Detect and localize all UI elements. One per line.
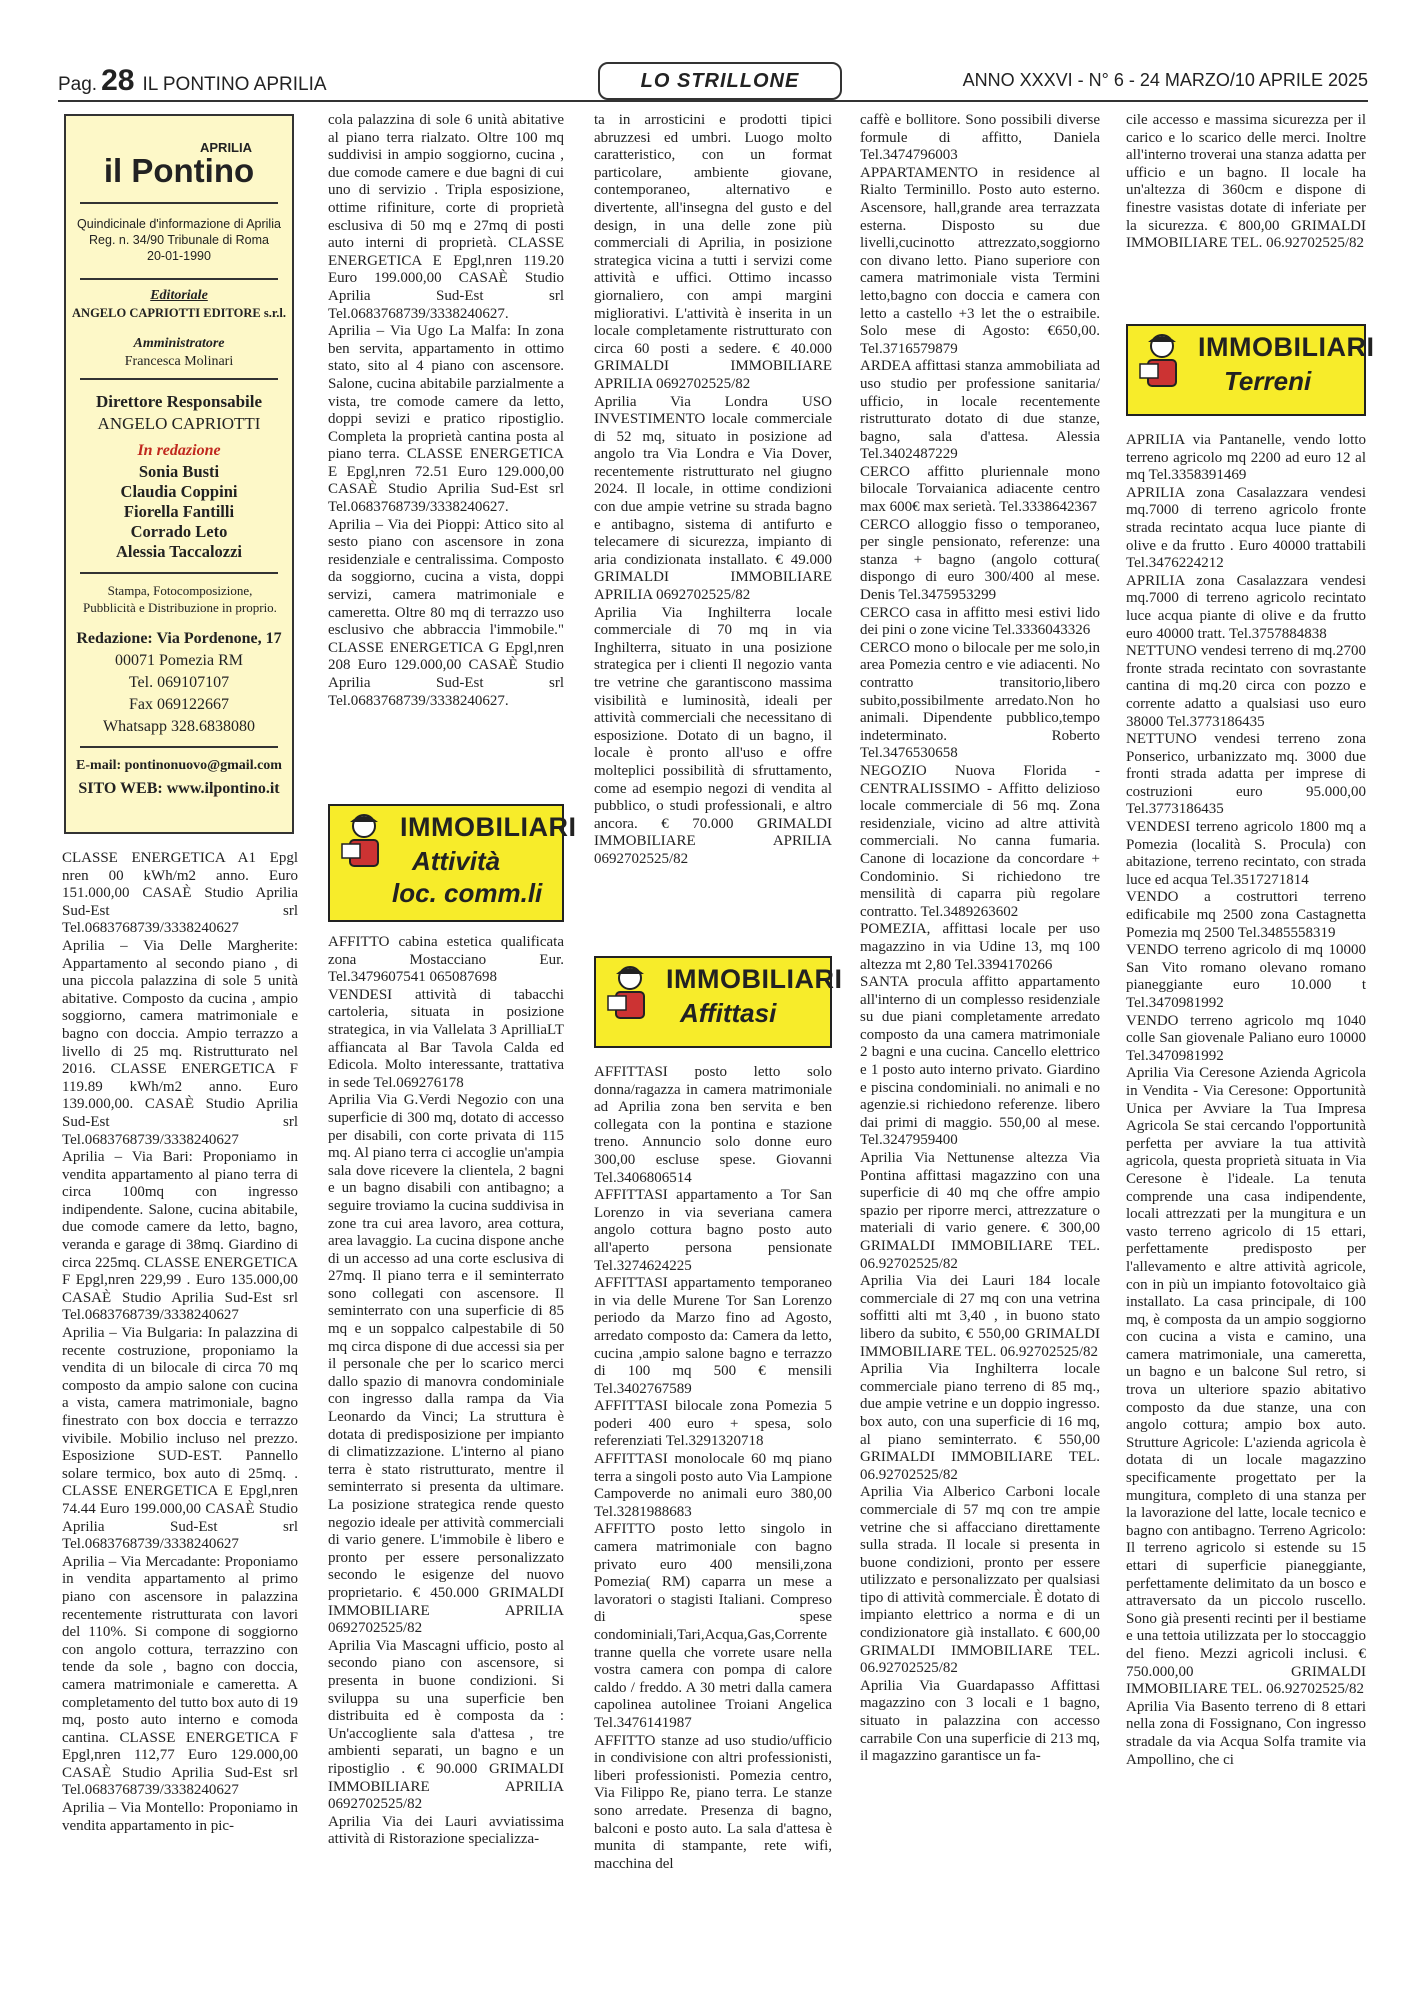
- listing: Aprilia – Via Delle Margherite: Appartamento al secondo piano , di una piccola palazzina di sole 5 unità abitative. Composto da cucina , ampio soggiorno, camera matrimoniale e bagno con doccia. Ampio terrazzo a livello di 25 mq. Ristrutturato nel 2016. CLASSE ENERGETICA F 119.89 kWh/m2 anno. Euro 139.000,00. CASAÈ Studio Aprilia Sud-Est srl Tel.0683768739/3338240627: [62, 937, 298, 1148]
- badge-affittasi: [594, 956, 843, 1048]
- email-link[interactable]: E-mail: pontinonuovo@gmail.com: [76, 758, 282, 773]
- listing: CERCO casa in affitto mesi estivi lido dei pini o zone vicine Tel.3336043326: [860, 604, 1100, 639]
- column-5-top: [1126, 112, 1366, 324]
- whatsapp-number: Whatsapp 328.6838080: [103, 718, 255, 735]
- listing: ARDEA affittasi stanza ammobiliata ad uso studio per professione sanitaria/ ufficio, in locale recentemente ristrutturato dotato di due stanze, bagno, sala d'attesa. Alessia Tel.3402487229: [860, 358, 1100, 463]
- listing: AFFITTO stanze ad uso studio/ufficio in condivisione con altri professionisti, liberi professionisti. Pomezia centro, Via Filippo Re, piano terra. Le stanze sono arredate. Presenza di bagno, balconi e posto auto. La sala d'attesa è munita di stampante, rete wifi, macchina del: [594, 1732, 832, 1872]
- listing: NETTUNO vendesi terreno di mq.2700 fronte strada recintato con sovrastante cantina di mq.20 circa con pozzo e corrente adatto a qualsiasi uso euro 38000 Tel.3773186435: [1126, 643, 1366, 730]
- listing: AFFITTASI posto letto solo donna/ragazza in camera matrimoniale ad Aprilia zona ben servita e ben collegata con la pontina e stazione treno. Annuncio solo donne euro 300,00 escluse spese. Giovanni Tel.3406806514: [594, 1064, 832, 1186]
- listing: Aprilia – Via dei Pioppi: Attico sito al sesto piano con ascensore in zona residenziale e centralissima. Composto da soggiorno, cucina a vista, doppi servizi, camera matrimoniale e cameretta. Oltre 80 mq di terrazzo uso esclusivo che abbraccia l'immobile." CLASSE ENERGETICA G Epgl,nren 208 Euro 129.000,00 CASAÈ Studio Aprilia Sud-Est srl Tel.0683768739/3338240627.: [328, 516, 564, 709]
- listing: CLASSE ENERGETICA A1 Epgl nren 00 kWh/m2 anno. Euro 151.000,00 CASAÈ Studio Aprilia Sud-Est srl Tel.0683768739/3338240627: [62, 850, 298, 937]
- strillone-logo: [598, 62, 842, 100]
- listing: APRILIA zona Casalazzara vendesi mq.7000 di terreno agricolo recintato luce acqua piante di olive e da frutto euro 40000 tratt. Tel.3757884838: [1126, 572, 1366, 642]
- column-3-top: [594, 112, 832, 942]
- listing: Aprilia – Via Bari: Proponiamo in vendita appartamento al piano terra di circa 100mq con ingresso indipendente. Salone, cucina abitabile, due comode camere da letto, bagno, veranda e garage di 38mq. Giardino di circa 225mq. CLASSE ENERGETICA F Epgl,nren 229,99 . Euro 135.000,00 CASAÈ Studio Aprilia Sud-Est srl Tel.0683768739/3338240627: [62, 1149, 298, 1324]
- listing: AFFITTASI appartamento a Tor San Lorenzo in via severiana camera angolo cottura bagno posto auto all'aperto persona pensionate Tel.3274624225: [594, 1187, 832, 1274]
- listing: ta in arrosticini e prodotti tipici abruzzesi ed umbri. Luogo molto caratteristico, con un format particolare, ambiente giovane, contemporaneo, alternativo e divertente, all'insegna del gusto e del design, in una delle zone più commerciali di Aprilia, in posizione strategica vicina a tutti i servizi come attività e uffici. Ottimo incasso giornaliero, con ampi margini migliorativi. L'attività è inserita in un locale completamente ristrutturato con circa 60 posti a sedere. € 40.000 GRIMALDI IMMOBILIARE APRILIA 0692702525/82: [594, 112, 832, 392]
- badge-terreni-line1: Terreni: [1224, 366, 1312, 396]
- direttore-label: Direttore Responsabile: [95, 392, 263, 411]
- contact-block: [66, 628, 292, 738]
- masthead-rule: [80, 278, 278, 280]
- listing: Aprilia Via Nettunense altezza Via Pontina affittasi magazzino con una superficie di 40 mq che offre ampio spazio per riporre merci, attrezzature o materiali di vario genere. € 300,00 GRIMALDI IMMOBILIARE TEL. 06.92702525/82: [860, 1150, 1100, 1272]
- masthead-rule: [80, 202, 278, 204]
- masthead-rule: [80, 572, 278, 574]
- paperboy-icon: [336, 812, 392, 872]
- listing: Aprilia Via Londra USO INVESTIMENTO locale commerciale di 52 mq, situato in posizione ad angolo tra Via Londra e Via Dover, recentemente ristrutturato nel giugno 2024. Il locale, in ottime condizioni con due ampie vetrine su strada bagno e antibagno, sistema di antifurto e telecamere di sicurezza, impianto di aria condizionata installato. € 49.000 GRIMALDI IMMOBILIARE APRILIA 0692702525/82: [594, 393, 832, 604]
- listing: Aprilia Via dei Lauri avviatissima attività di Ristorazione specializza-: [328, 1813, 564, 1848]
- listing: APRILIA via Pantanelle, vendo lotto terreno agricolo mq 2200 ad euro 12 al mq Tel.3358391469: [1126, 432, 1366, 484]
- listing: Aprilia – Via Ugo La Malfa: In zona ben servita, appartamento in ottimo stato, sito al 4 piano con ascensore. Salone, cucina abitabile parzialmente a vista, tre comode camere da letto, doppi sevizi e pratico ripostiglio. Completa la proprietà cantina posta al piano terra. CLASSE ENERGETICA E Epgl,nren 72.51 Euro 129.000,00 CASAÈ Studio Aprilia Sud-Est srl Tel.0683768739/3338240627.: [328, 323, 564, 516]
- redazione-address: Redazione: Via Pordenone, 17: [76, 630, 282, 647]
- website-link[interactable]: SITO WEB: www.ilpontino.it: [78, 780, 280, 797]
- paperboy-icon: [602, 964, 658, 1024]
- redattori-list: Sonia Busti Claudia Coppini Fiorella Fantilli Corrado Leto Alessia Taccalozzi: [115, 462, 243, 561]
- direttore-name: ANGELO CAPRIOTTI: [97, 414, 261, 433]
- stampa-info: Stampa, Fotocomposizione, Pubblicità e Distribuzione in proprio.: [83, 583, 277, 615]
- cap-city: 00071 Pomezia RM: [115, 652, 243, 669]
- masthead-aprilia: APRILIA: [200, 140, 252, 155]
- listing: SANTA procula affitto appartamento all'interno di un complesso residenziale su due piani completamente arredato composto da una camera matrimoniale 2 bagni e una cucina. Cancello elettrico e 1 posto auto interno privato. Giardino e piscina condominiali. no animali e no agenzie.si richiedono referenze. libero dai primi di maggio. 550,00 al mese. Tel.3247959400: [860, 974, 1100, 1149]
- masthead-box: [64, 114, 294, 834]
- pag-label: Pag.: [58, 74, 98, 95]
- column-4: [860, 112, 1100, 1990]
- paperboy-icon: [1134, 332, 1190, 392]
- fax-number: Fax 069122667: [129, 696, 229, 713]
- page-header: [58, 58, 1368, 98]
- listing: Aprilia Via Inghilterra locale commerciale piano terreno di 85 mq., due ampie vetrine e un doppio ingresso. box auto, con una superficie di 16 mq, al piano seminterrato. € 550,00 GRIMALDI IMMOBILIARE TEL. 06.92702525/82: [860, 1361, 1100, 1483]
- editoriale-label: Editoriale: [150, 288, 208, 303]
- listing: cile accesso e massima sicurezza per il carico e lo scarico delle merci. Inoltre all'interno troverai una stanza adatta per ufficio e un bagno. Il locale ha un'altezza di 360cm e dispone di finestre vasistas dotate di inferiate per la sicurezza. € 800,00 GRIMALDI IMMOBILIARE TEL. 06.92702525/82: [1126, 112, 1366, 252]
- page-number: 28: [101, 64, 135, 97]
- masthead-rule: [80, 378, 278, 380]
- badge-affittasi-line1: Affittasi: [680, 998, 777, 1028]
- listing: AFFITTASI appartamento temporaneo in via delle Murene Tor San Lorenzo periodo da Marzo fino ad Agosto, arredato composto da: Camera da letto, cucina ,ampio salone bagno e terrazzo di 100 mq 500 € mensili Tel.3402767589: [594, 1275, 832, 1397]
- amministratore-label: Amministratore: [133, 336, 225, 351]
- listing: Aprilia Via Mascagni ufficio, posto al secondo piano con ascensore, si presenta in buone condizioni. Si sviluppa su una superficie ben distribuita ed è composta da : Un'accogliente sala d'attesa , tre ambienti separati, un bagno e un ripostiglio . € 90.000 GRIMALDI IMMOBILIARE APRILIA 0692702525/82: [328, 1637, 564, 1813]
- listing: caffè e bollitore. Sono possibili diverse formule di affitto, Daniela Tel.3474796003: [860, 112, 1100, 164]
- page-label: [58, 64, 327, 98]
- listing: Aprilia Via Guardapasso Affittasi magazzino con 3 locali e 1 bagno, situato in palazzina con accesso carrabile Con una superficie di 213 mq, il magazzino garantisce un fa-: [860, 1677, 1100, 1765]
- column-5-bottom: [1126, 432, 1366, 1990]
- column-1: [62, 850, 298, 1990]
- listing: Aprilia – Via Mercadante: Proponiamo in vendita appartamento al primo piano con ascensore in palazzina recentemente ristrutturata con lavori del 110%. Si compone di soggiorno con angolo cottura, terrazzino con tende da sole , bagno con doccia, camera matrimoniale e cameretta. A completamento del tutto box auto di 19 mq, posto auto interno e comoda cantina. CLASSE ENERGETICA F Epgl,nren 112,77 Euro 129.000,00 CASAÈ Studio Aprilia Sud-Est srl Tel.0683768739/3338240627: [62, 1553, 298, 1799]
- listing: Aprilia – Via Montello: Proponiamo in vendita appartamento in pic-: [62, 1800, 298, 1834]
- column-2-top: [328, 112, 564, 792]
- listing: AFFITTO posto letto singolo in camera matrimoniale con bagno privato euro 400 mensili,zona Pomezia( RM) caparra un mese a lavoratori o stagisti Italiani. Compreso di spese condominiali,Tari,Acqua,Gas,Corrente tranne quella che vorrete usare nella vostra camera con pompa di calore caldo / freddo. A 30 metri dalla camera capolinea autolinee Troiani Angelica Tel.3476141987: [594, 1521, 832, 1731]
- listing: APPARTAMENTO in residence al Rialto Terminillo. Posto auto esterno. Ascensore, hall,grande area terrazzata esterna. Disposto su due livelli,cucinotto attrezzato,soggiorno con divano letto. Piano superiore con camera matrimoniale vista Termini letto,bagno con doccia e camera con letto a castello +3 let the o estraibile. Solo mese di Agosto: €650,00. Tel.3716579879: [860, 164, 1100, 357]
- masthead-title: il Pontino: [103, 152, 255, 189]
- badge-attivita-line2: loc. comm.li: [392, 878, 543, 908]
- amministratore-name: Francesca Molinari: [124, 354, 234, 369]
- listing: POMEZIA, affittasi locale per uso magazzino in via Udine 13, mq 100 altezza mt 2,80 Tel.3394170266: [860, 921, 1100, 973]
- listing: Aprilia Via G.Verdi Negozio con una superficie di 300 mq, dotato di accesso per disabili, con corte privata di 115 mq. Al piano terra ci accoglie un'ampia sala dove ricevere la clientela, 2 bagni e un bagno disabili con antibagno; a seguire troviamo la cucina suddivisa in zone tra cui area lavoro, area cottura, area lavaggio. La cucina dispone anche di un accesso ad una corte esclusiva di 27mq. Il piano terra e il seminterrato sono collegati con ascensore. Il seminterrato con una superficie di 85 mq e un soppalco calpestabile di 50 mq circa dispone di due accessi sia per il personale che per lo scarico merci dallo spazio di manovra condominiale con ingresso dalla rampa da Via Leonardo da Vinci; La struttura è dotata di predisposizione per impianto di climatizzazione. L'interno al piano terra è stato ristrutturato, mentre il seminterrato si presenta da ultimare. La posizione strategica rende questo negozio ideale per attività commerciali di vario genere. L'immobile è libero e pronto per essere personalizzato secondo le esigenze del nuovo proprietario. € 450.000 GRIMALDI IMMOBILIARE APRILIA 0692702525/82: [328, 1092, 564, 1637]
- listing: APRILIA zona Casalazzara vendesi mq.7000 di terreno agricolo fronte strada recintato acqua luce piante di olive e da frutto . Euro 40000 trattabili Tel.3476224212: [1126, 484, 1366, 572]
- paper-name: IL PONTINO APRILIA: [142, 74, 327, 95]
- header-rule: [58, 100, 1368, 102]
- issue-info: ANNO XXXVI - N° 6 - 24 MARZO/10 APRILE 2025: [962, 70, 1368, 90]
- listing: Aprilia Via Basento terreno di 8 ettari nella zona di Fossignano, Con ingresso stradale da via Acqua Solfa tramite via Ampollino, che ci: [1126, 1698, 1366, 1768]
- listing: Aprilia Via Inghilterra locale commerciale di 70 mq in via Inghilterra, situato in una posizione strategica per i clienti Il negozio vanta tre vetrine che garantiscono massima visibilità e luminosità, ideali per attività commerciali che necessitano di esposizione. Dotato di un bagno, il locale è pronto all'uso e offre molteplici possibilità di sfruttamento, come ad esempio negozi di vendita al pubblico, o studi professionali, e altro ancora. € 70.000 GRIMALDI IMMOBILIARE APRILIA 0692702525/82: [594, 604, 832, 867]
- listing: NEGOZIO Nuova Florida - CENTRALISSIMO - Affitto delizioso locale commerciale di 56 mq. Zona residenziale, vicino ad altre attività commerciali. No canna fumaria. Canone di locazione da concordare + Condominio. Si richiedono tre mensilità di caparra più regolare contratto. Tel.3489263602: [860, 762, 1100, 920]
- listing: AFFITTASI bilocale zona Pomezia 5 poderi 400 euro + spesa, solo referenziati Tel.3291320718: [594, 1398, 832, 1450]
- listing: VENDO terreno agricolo di mq 10000 San Vito romano olevano romano pianeggiante euro 10.000 t Tel.3470981992: [1126, 942, 1366, 1011]
- redazione-label: In redazione: [137, 442, 221, 459]
- column-3-bottom: [594, 1064, 832, 1990]
- listing: AFFITTO cabina estetica qualificata zona Mostacciano Eur. Tel.3479607541 065087698: [328, 934, 564, 986]
- listing: CERCO alloggio fisso o temporaneo, per single pensionato, referenze: una stanza + bagno (angolo cottura( dispongo di euro 300/400 al mese. Denis Tel.3475953299: [860, 516, 1100, 604]
- badge-terreni: [1126, 324, 1375, 416]
- masthead-rule: [80, 746, 278, 748]
- listing: VENDESI terreno agricolo 1800 mq a Pomezia (località S. Procula) con abitazione, terreno recintato, con strada luce ed acqua Tel.3517271814: [1126, 819, 1366, 888]
- badge-attivita-top: IMMOBILIARI: [400, 812, 577, 842]
- listing: VENDO a costruttori terreno edificabile mq 2500 zona Castagnetta Pomezia mq 2500 Tel.3485558319: [1126, 889, 1366, 941]
- listing: Aprilia Via dei Lauri 184 locale commerciale di 27 mq con una vetrina soffitti alti mt 3,40 , in buono stato libero da subito, € 550,00 GRIMALDI IMMOBILIARE TEL. 06.92702525/82: [860, 1273, 1100, 1360]
- listing: Aprilia Via Ceresone Azienda Agricola in Vendita - Via Ceresone: Opportunità Unica per Avviare la Tua Impresa Agricola Se stai cercando l'opportunità perfetta per avviare la tua attività agricola, questa proprietà situata in Via Ceresone è l'ideale. La tenuta comprende una casa indipendente, locali attrezzati per la mungitura e un vasto terreno agricolo di 15 ettari, perfettamente predisposto per l'allevamento e altre attività agricole, con in più un impianto fotovoltaico già installato. La casa principale, di 100 mq, è composta da un ampio soggiorno con cucina a vista e camino, una camera matrimoniale, una cameretta, un bagno e un balcone Sul retro, si trova un ulteriore spazio abitativo composto da due stanze, una con angolo cottura; ampio box auto. Strutture Agricole: L'azienda agricola è dotata di un locale magazzino specificamente progettato per la mungitura, completo di una stanza per la lavorazione del latte, locale tecnico e bagno con antibagno. Terreno Agricolo: Il terreno agricolo si estende su 15 ettari di superficie pianeggiante, perfettamente delimitato da un bosco e attraversato da un piccolo ruscello. Sono già presenti recinti per il bestiame e una tettoia utilizzata per lo stoccaggio del fieno. Mezzi agricoli inclusi. € 750.000,00 GRIMALDI IMMOBILIARE TEL. 06.92702525/82: [1126, 1065, 1366, 1698]
- listing: Aprilia Via Alberico Carboni locale commerciale di 57 mq con tre ampie vetrine che si affacciano direttamente sulla strada. Il locale si presenta in buone condizioni, pronto per essere utilizzato e personalizzato per qualsiasi tipo di attività commerciale. È dotato di impianto elettrico a norma e di un condizionatore già installato. € 600,00 GRIMALDI IMMOBILIARE TEL. 06.92702525/82: [860, 1484, 1100, 1677]
- listing: CERCO affitto pluriennale mono bilocale Torvaianica adiacente centro max 600€ max serietà. Tel.3338642367: [860, 463, 1100, 516]
- strillone-logo-text: LO STRILLONE: [640, 69, 800, 92]
- listing: VENDESI attività di tabacchi cartoleria, situata in posizione strategica, in via Vallelata 3 AprilliaLT affiancata al Bar Tavola Calda ed Edicola. Molto interessante, trattativa in sede Tel.069276178: [328, 986, 564, 1091]
- badge-attivita: [328, 804, 577, 922]
- editore-name: ANGELO CAPRIOTTI EDITORE s.r.l.: [72, 306, 286, 320]
- listing: NETTUNO vendesi terreno zona Ponserico, urbanizzato mq. 3000 due fronti strada adatta per imprese di costruzioni euro 95.000,00 Tel.3773186435: [1126, 731, 1366, 818]
- column-2-bottom: [328, 934, 564, 1990]
- tel-number: Tel. 069107107: [128, 674, 230, 691]
- listing: cola palazzina di sole 6 unità abitative al piano terra rialzato. Oltre 100 mq suddivisi in ampio soggiorno, cucina , due comode camere e due bagni di cui uno di servizio . Tripla esposizione, ottime rifiniture, corte di proprietà esclusiva di 50 mq e 27mq di posti auto interni di proprietà. CLASSE ENERGETICA E Epgl,nren 119.20 Euro 199.000,00 CASAÈ Studio Aprilia Sud-Est srl Tel.0683768739/3338240627.: [328, 112, 564, 322]
- listing: VENDO terreno agricolo mq 1040 colle San giovenale Paliano euro 10000 Tel.3470981992: [1126, 1012, 1366, 1064]
- listing: AFFITTASI monolocale 60 mq piano terra a singoli posto auto Via Lampione Campoverde no animali euro 380,00 Tel.3281988683: [594, 1451, 832, 1520]
- badge-affittasi-top: IMMOBILIARI: [666, 964, 843, 994]
- badge-attivita-line1: Attività: [412, 846, 501, 876]
- listing: CERCO mono o bilocale per me solo,in area Pomezia centro e vie adiacenti. No contratto transitorio,libero subito,possibilmente arredato.Non ho animali. Dipendente pubblico,tempo indeterminato. Roberto Tel.3476530658: [860, 639, 1100, 762]
- badge-terreni-top: IMMOBILIARI: [1198, 332, 1375, 362]
- listing: Aprilia – Via Bulgaria: In palazzina di recente costruzione, proponiamo la vendita di un bilocale di circa 70 mq composto da ampio salone con cucina a vista, camera matrimoniale, bagno finestrato con box doccia e terrazzo vivibile. Mobilio incluso nel prezzo. Esposizione SUD-EST. Pannello solare termico, box auto di 25mq. . CLASSE ENERGETICA E Epgl,nren 74.44 Euro 199.000,00 CASAÈ Studio Aprilia Sud-Est srl Tel.0683768739/3338240627: [62, 1325, 298, 1553]
- masthead-info: Quindicinale d'informazione di Aprilia Reg. n. 34/90 Tribunale di Roma 20-01-1990: [77, 217, 281, 263]
